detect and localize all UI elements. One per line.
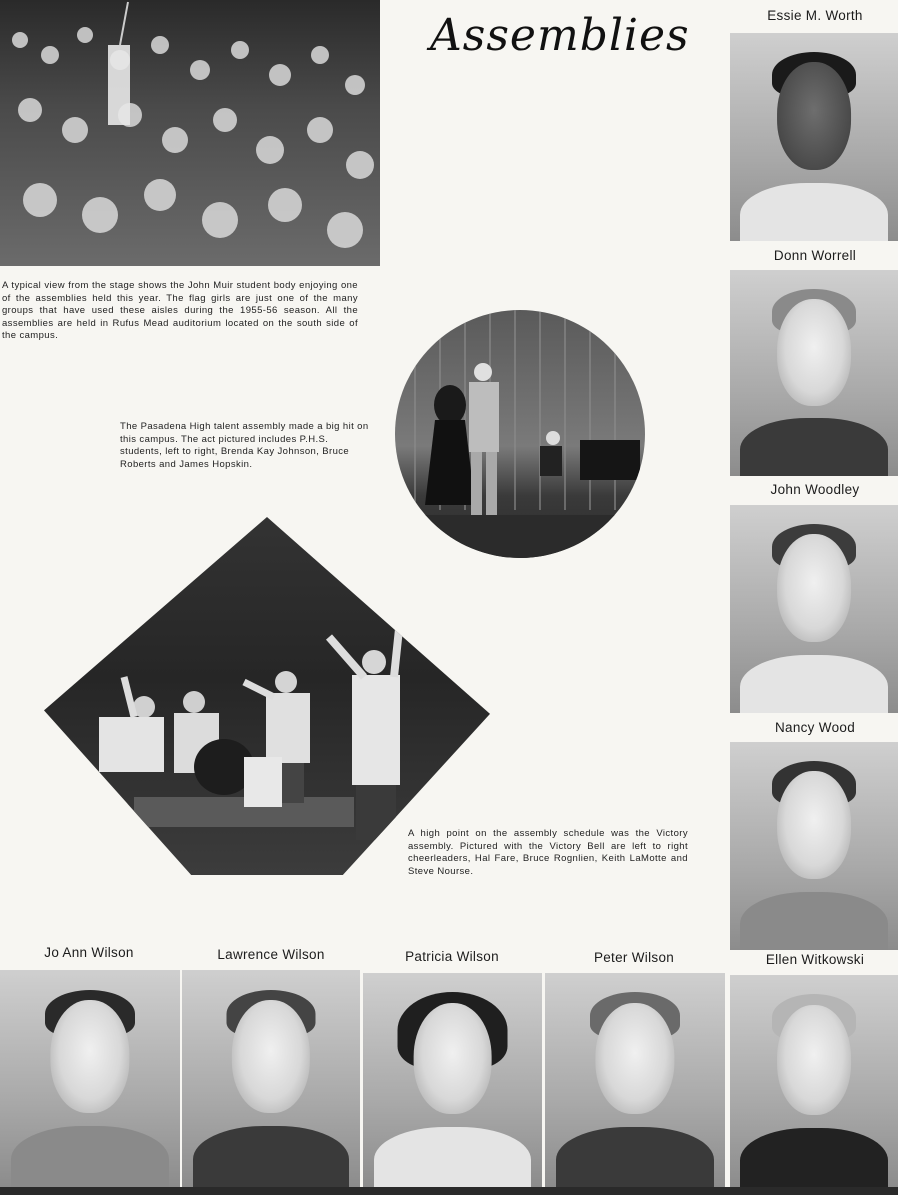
page-bottom-edge — [0, 1187, 898, 1195]
portrait-photo — [182, 970, 360, 1187]
portrait-name: Jo Ann Wilson — [44, 945, 134, 960]
talent-assembly-photo — [395, 310, 645, 558]
portrait-photo — [730, 505, 898, 713]
victory-caption: A high point on the assembly schedule was the Victory assembly. Pictured with the Victory Bell are left to right cheerleaders, Hal Fare, Bruce Rognlien, Keith LaMotte and Steve Nourse. — [408, 828, 688, 877]
portrait-name: Donn Worrell — [773, 248, 857, 263]
crowd-illustration — [0, 0, 380, 266]
page-title: Assemblies — [430, 10, 690, 61]
crowd-photo — [0, 0, 380, 266]
portrait-photo — [730, 975, 898, 1187]
stage-illustration — [395, 310, 645, 558]
portrait-name: Nancy Wood — [774, 720, 856, 735]
portrait-photo — [730, 33, 898, 241]
portrait-name: Ellen Witkowski — [765, 952, 865, 967]
portrait-photo — [0, 970, 180, 1187]
crowd-caption: A typical view from the stage shows the John Muir student body enjoying one of the assemblies held this year. The flag girls are just one of the many groups that have used these aisles during the 1955-56 season. All the assemblies are held in Rufus Mead auditorium located on the south side of the campus. — [2, 280, 358, 341]
portrait-name: Patricia Wilson — [405, 949, 499, 964]
portrait-name: Essie M. Worth — [767, 8, 863, 23]
victory-assembly-photo — [44, 517, 490, 875]
portrait-photo — [730, 742, 898, 950]
portrait-name: John Woodley — [770, 482, 860, 497]
portrait-photo — [363, 973, 542, 1187]
portrait-photo — [730, 270, 898, 476]
cheerleaders-illustration — [44, 517, 490, 875]
portrait-name: Peter Wilson — [593, 950, 675, 965]
portrait-photo — [545, 973, 725, 1187]
talent-caption: The Pasadena High talent assembly made a big hit on this campus. The act pictured includes P.H.S. students, left to right, Brenda Kay Johnson, Bruce Roberts and James Hopskin. — [120, 421, 369, 470]
portrait-name: Lawrence Wilson — [217, 947, 325, 962]
